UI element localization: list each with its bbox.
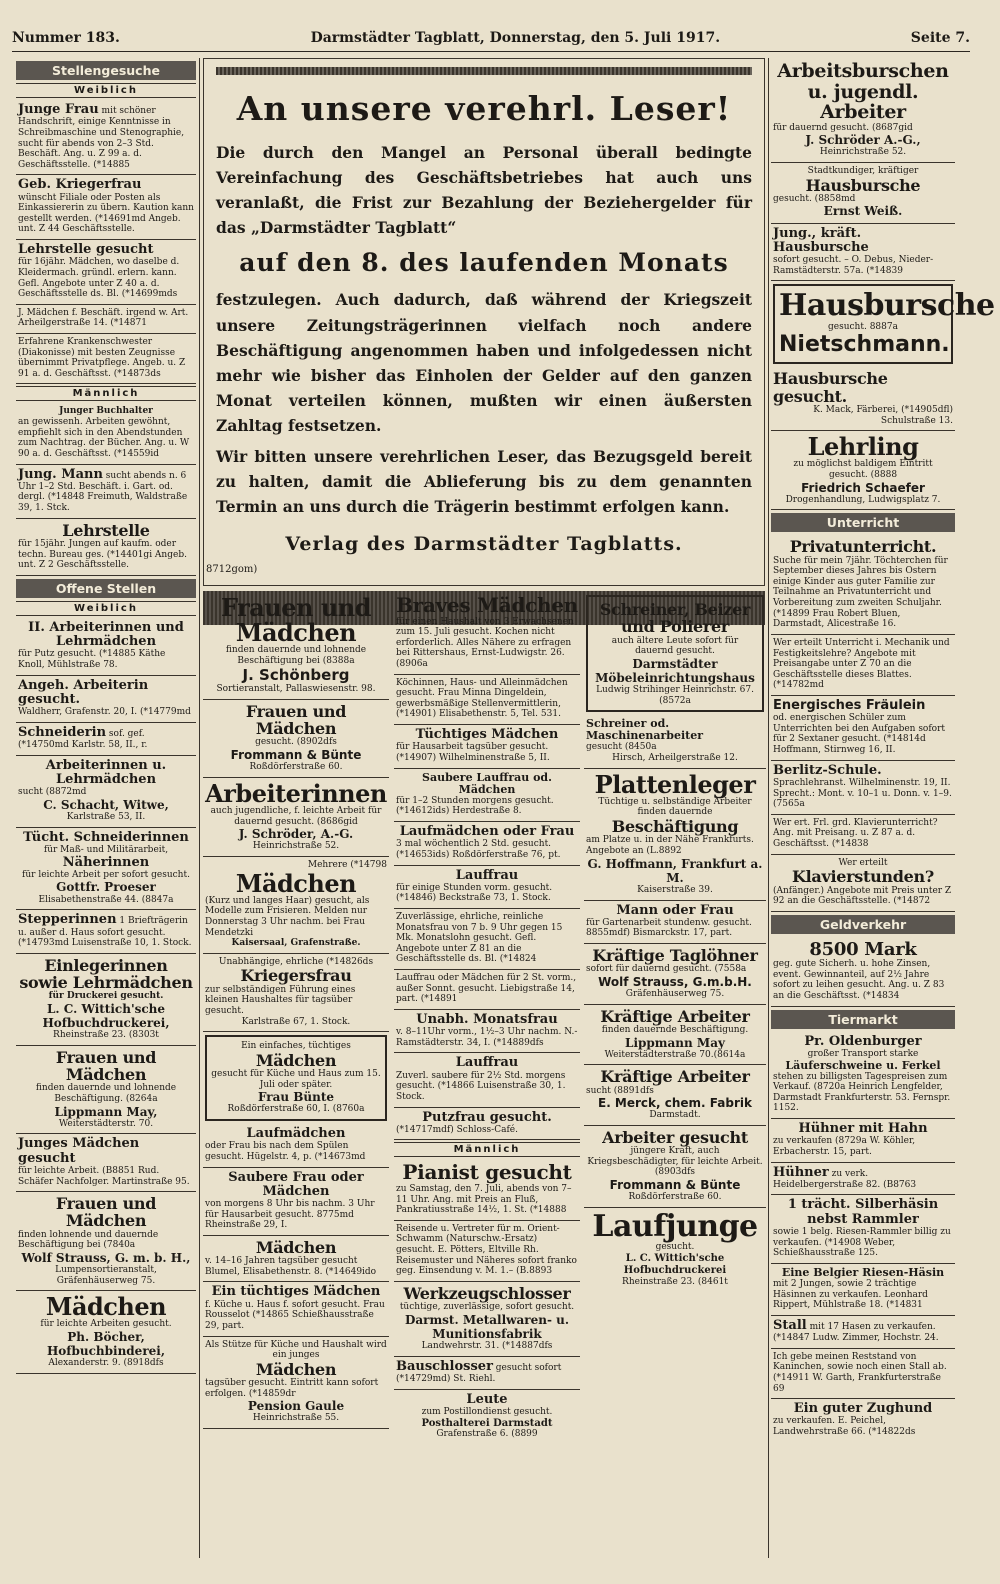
classified-ad: Hausbursche gesucht. K. Mack, Färberei, (*14905dfl) Schulstraße 13. [771,367,955,431]
classified-ad: Stall mit 17 Hasen zu verkaufen. (*14847 Ludw. Zimmer, Hochstr. 24. [771,1316,955,1349]
notice-box [203,58,765,586]
classified-ad: Schreiner od. Maschinenarbeiter gesucht (8450a Hirsch, Arheilgerstraße 12. [584,715,766,768]
page-number: Seite 7. [910,30,970,46]
classified-ad: Jung. Mann sucht abends n. 6 Uhr 1–2 Std. Beschäft. i. Gart. od. dergl. (*14848 Freimuth, Waldstraße 39, 1. Stck. [16,465,196,519]
classified-ad: Schneiderin sof. gef. (*14750md Karlstr. 58, II., r. [16,723,196,756]
classified-ad: Putzfrau gesucht. (*14717mdf) Schloss-Café. [394,1108,580,1141]
classified-ad: 8500 Mark geg. gute Sicherh. u. hohe Zinsen, event. Gewinnanteil, auf 2½ Jahre sofort zu leihen gesucht. Ang. u. Z 83 an die Geschäftsst. (*14834 [771,937,955,1007]
classified-ad: Kräftige Arbeiter finden dauernde Beschäftigung. Lippmann May Weiterstädterstraße 70.(8614a [584,1005,766,1066]
classified-ad: Arbeitsburschen u. jugendl. Arbeiter für dauernd gesucht. (8687gid J. Schröder A.-G., Heinrichstraße 52. [771,58,955,163]
classified-ad: Frauen und Mädchen finden dauernde und lohnende Beschäftigung. (8264a Lippmann May, Weiterstädterstr. 70. [16,1046,196,1135]
classified-ad-boxed: Schreiner, Beizer und Polierer auch ältere Leute sofort für dauernd gesucht. Darmstädter Möbeleinrichtungshaus Ludwig Strihinger Heinrichstr. 67. (8572a [586,595,764,712]
classified-ad: Berlitz-Schule. Sprachlehranst. Wilhelminenstr. 19, II. Sprecht.: Mont. v. 10–1 u. Donn. v. 1–9. (7565a [771,761,955,815]
classified-ad: Erfahrene Krankenschwester (Diakonisse) mit besten Zeugnisse übernimmt Privatpflege. Angeb. u. Z 91 a. d. Geschäftsst. (*14873ds [16,334,196,384]
classified-ad: Wer ert. Frl. grd. Klavierunterricht? Ang. mit Preisang. u. Z 87 a. d. Geschäftsst. (*14838 [771,815,955,855]
classified-ad-boxed: Hausbursche gesucht. 8887a Nietschmann. [773,284,953,364]
classified-ad: Bauschlosser gesucht sofort (*14729md) St. Riehl. [394,1357,580,1390]
classified-ad: Köchinnen, Haus- und Alleinmädchen gesucht. Frau Minna Dingeldein, gewerbsmäßige Stellenvermittlerin, (*14901) Elisabethenstr. 5, Tel. 531. [394,675,580,725]
classified-ad: 1 trächt. Silberhäsin nebst Rammler sowie 1 belg. Riesen-Rammler billig zu verkaufen. (*14908 Weber, Schießhausstraße 125. [771,1195,955,1263]
classified-ad: Mann oder Frau für Gartenarbeit stundenw. gesucht. 8855mdf) Bismarckstr. 17, part. [584,901,766,945]
classified-ad: Lauffrau oder Mädchen für 2 St. vorm., außer Sonnt. gesucht. Liebigstraße 14, part. (*14891 [394,970,580,1010]
newspaper-title: Darmstädter Tagblatt, Donnerstag, den 5. Juli 1917. [310,30,721,46]
classified-ad: Ein guter Zughund zu verkaufen. E. Peichel, Landwehrstraße 66. (*14822ds [773,1401,933,1438]
column-1 [16,58,196,1558]
classified-ad: Arbeiterinnen u. Lehrmädchen sucht (8872md C. Schacht, Witwe, Karlstraße 53, II. [16,756,196,828]
classified-ad: Kräftige Taglöhner sofort für dauernd gesucht. (7558a Wolf Strauss, G.m.b.H. Gräfenhäuserweg 75. [584,944,766,1005]
classified-ad: II. Arbeiterinnen und Lehrmädchen für Putz gesucht. (*14885 Käthe Knoll, Mühlstraße 78. [16,618,196,676]
classified-ad: Lehrstelle gesucht für 16jähr. Mädchen, wo daselbe d. Kleidermach. gründl. erlern. kann. Gefl. Angebote unter Z 40 a. d. Geschäftsstelle ds. Bl. (*14699mds [16,240,196,305]
section-header: Unterricht [771,513,955,532]
reader-notice [203,58,765,588]
classified-ad: Frauen und Mädchen finden lohnende und dauernde Beschäftigung bei (7840a Wolf Strauss, G. m. b. H., Lumpensortieranstalt, Gräfenhäuserweg 75. [16,1192,196,1291]
classified-ad: Werkzeugschlosser tüchtige, zuverlässige, sofort gesucht. Darmst. Metallwaren- u. Munitionsfabrik Landwehrstr. 31. (*14887dfs [394,1282,580,1357]
column-3 [394,592,580,1558]
decorative-bar [216,67,752,75]
classified-ad: Ein tüchtiges Mädchen f. Küche u. Haus f. sofort gesucht. Frau Rousselot (*14865 Schießhausstraße 29, part. [203,1282,389,1336]
notice-signature: Verlag des Darmstädter Tagblatts. [285,533,683,556]
column-rule [768,58,769,1558]
classified-ad: Privatunterricht. Suche für mein 7jähr. Töchterchen für September dieses Jahres bis Ostern einige Kinder aus guter Familie zur Teilnahme an Privatunterricht und Vorbereitung zum zweiten Schuljahr. (*14899 Frau Robert Bluen, Darmstadt, Alicestraße 16. [771,535,955,635]
classified-ad: Frauen und Mädchen finden dauernde und lohnende Beschäftigung bei (8388a J. Schönberg Sortieranstalt, Pallaswiesenstr. 98. [203,592,389,700]
notice-code: 8712gom) [206,564,258,575]
classified-ad: Laufjunge gesucht. L. C. Wittich'sche Hofbuchdruckerei Rheinstraße 23. (8461t [592,1208,758,1287]
classified-ad: Zuverlässige, ehrliche, reinliche Monatsfrau von 7 b. 9 Uhr gegen 15 Mk. Monatslohn gesucht. Gefl. Angebote unter Z 81 an die Geschäftsstelle ds. Bl. (*14824 [394,909,580,970]
classified-ad: Reisende u. Vertreter für m. Orient-Schwamm (Naturschw.-Ersatz) gesucht. E. Pötters, Eltville Rh. Reisemuster und Näheres sofort franko geg. Einsendung v. M. 1.– (B.8893 [394,1221,580,1282]
classified-ad: Jung., kräft. Hausbursche sofort gesucht. – O. Debus, Nieder-Ramstädterstr. 57a. (*14839 [771,224,955,282]
classified-ad: Energisches Fräulein od. energischen Schüler zum Unterrichten bei den Aufgaben sofort für 2 Sextaner gesucht. (*14814d Hoffmann, Stirnweg 16, II. [771,696,955,761]
notice-paragraph: Die durch den Mangel an Personal überall bedingte Vereinfachung des Geschäftsbetriebes hat auch uns veranlaßt, die Frist zur Bezahlung der Beziehergelder für das „Darmstädter Tagblatt“ [216,143,752,238]
classified-ad: Hühner mit Hahn zu verkaufen (8729a W. Köhler, Erbacherstr. 15, part. [771,1119,955,1163]
classified-ad: Junge Frau mit schöner Handschrift, einige Kenntnisse in Schreibmaschine und Stenographie, sucht für abends von 2–3 Std. Beschäft. Ang. u. Z 99 a. d. Geschäftsstelle. (*14885 [16,100,196,175]
classified-ad: Geb. Kriegerfrau wünscht Filiale oder Posten als Einkassiererin zu übern. Kaution kann gestellt werden. (*14691md Angeb. unt. Z 44 Geschäftsstelle. [16,175,196,240]
subsection-header: Männlich [394,1142,580,1157]
masthead [12,30,970,52]
classified-ad: Stadtkundiger, kräftiger Hausbursche gesucht. (8858md Ernst Weiß. [771,163,955,224]
classified-ad: Einlegerinnen sowie Lehrmädchen für Druckerei gesucht. L. C. Wittich'sche Hofbuchdruckerei, Rheinstraße 23. (8303t [16,954,196,1046]
classified-ad: Angeh. Arbeiterin gesucht. Waldherr, Grafenstr. 20, I. (*14779md [16,676,196,723]
classified-ad: Mädchen v. 14–16 Jahren tagsüber gesucht Blumel, Elisabethenstr. 8. (*14649ido [203,1236,389,1282]
classified-ad: Junger Buchhalter an gewissenh. Arbeiten gewöhnt, empfiehlt sich in den Abendstunden zum Nachtrag. der Bücher. Ang. u. W 90 a. d. Geschäftsst. (*14559id [16,403,196,464]
classified-ad: Mädchen für leichte Arbeiten gesucht. Ph. Böcher, Hofbuchbinderei, Alexanderstr. 9. (8918dfs [16,1291,196,1374]
column-2 [203,592,389,1558]
classified-ad: Wer erteilt Unterricht i. Mechanik und Festigkeitslehre? Angebote mit Preisangabe unter Z 70 an die Geschäftsstelle dieses Blattes. (*14782md [771,635,955,696]
classified-ad: Hühner zu verk. Heidelbergerstraße 82. (B8763 [771,1163,955,1196]
classified-ad: Wer erteilt Klavierstunden? (Anfänger.) Angebote mit Preis unter Z 92 an die Geschäftsstelle. (*14872 [771,855,955,912]
classified-ad: Laufmädchen oder Frau bis nach dem Spülen gesucht. Hügelstr. 4, p. (*14673md [203,1124,389,1168]
notice-paragraph: Wir bitten unsere verehrlichen Leser, das Bezugsgeld bereit zu halten, damit die Ablieferung bis zu dem genannten Termin an uns durch die Trägerin bestimmt erfolgen kann. [216,447,752,517]
classified-ad: Stepperinnen 1 Briefträgerin u. außer d. Haus sofort gesucht. (*14793md Luisenstraße 10, 1. Stock. [16,910,196,954]
classified-ad: Lehrling zu möglichst baldigem Eintritt gesucht. (8888 Friedrich Schaefer Drogenhandlung, Ludwigsplatz 7. [771,431,955,510]
classified-ad: Lauffrau Zuverl. saubere für 2½ Std. morgens gesucht. (*14866 Luisenstraße 30, 1. Stock. [394,1053,580,1107]
classified-ad-boxed: Ein einfaches, tüchtiges Mädchen gesucht für Küche und Haus zum 15. Juli oder später. Frau Bünte Roßdörferstraße 60, I. (8760a [205,1035,387,1121]
classified-ad: Pr. Oldenburger großer Transport starke Läuferschweine u. Ferkel stehen zu billigsten Tagespreisen zum Verkauf. (8720a Heinrich Lengfelder, Darmstadt Frankfurterstr. 53. Fernspr. 1152. [771,1032,955,1119]
column-4 [584,592,766,1558]
classified-ad: Junges Mädchen gesucht für leichte Arbeit. (B8851 Rud. Schäfer Nachfolger. Martinstraße 95. [16,1134,196,1192]
classified-ad: J. Mädchen f. Beschäft. irgend w. Art. Arheilgerstraße 14. (*14871 [16,305,196,334]
classified-ad: Lehrstelle für 15jähr. Jungen auf kaufm. oder techn. Bureau ges. (*14401gi Angeb. unt. Z 2 Geschäftsstelle. [16,519,196,576]
classified-ad: Saubere Lauffrau od. Mädchen für 1–2 Stunden morgens gesucht. (*14612ids) Herdestraße 8. [394,769,580,822]
classified-ad: Ich gebe meinen Reststand von Kaninchen, sowie noch einen Stall ab. (*14911 W. Garth, Frankfurterstraße 69 [771,1349,955,1399]
classified-ad: Plattenleger Tüchtige u. selbständige Arbeiter finden dauernde Beschäftigung am Platze u. in der Nähe Frankfurts. Angebote an (L.8892 G. Hoffmann, Frankfurt a. M. Kaiserstraße 39. [584,769,766,901]
classified-ad: Arbeiter gesucht jüngere Kraft, auch Kriegsbeschädigter, für leichte Arbeit. (8903dfs Frommann & Bünte Roßdörferstraße 60. [584,1126,766,1208]
section-header: Geldverkehr [771,915,955,934]
column-rule [199,58,200,1558]
section-header: Stellengesuche [16,61,196,80]
classified-ad: Eine Belgier Riesen-Häsin mit 2 Jungen, sowie 2 trächtige Häsinnen zu verkaufen. Leonhard Rippert, Mühlstraße 18. (*14831 [771,1264,955,1316]
notice-paragraph: festzulegen. Auch dadurch, daß während der Kriegszeit unsere Zeitungsträgerinnen vielfach noch andere Beschäftigung angenommen haben und infolgedessen nicht mehr wie bisher das Einholen der Gelder auf den ganzen Monat verteilen können, mußten wir einen äußersten Zahltag festsetzen. [216,290,752,435]
notice-headline: An unsere verehrl. Leser! [236,89,732,128]
classified-ad: Pianist gesucht zu Samstag, den 7. Juli, abends von 7–11 Uhr. Ang. mit Preis an Fluß, Pankratiusstraße 14½, 1. St. (*14888 [394,1159,580,1220]
classified-ad: Braves Mädchen für einen Haushalt von 3 Erwachsenen zum 15. Juli gesucht. Kochen nicht erforderlich. Alles Nähere zu erfragen bei Rittershaus, Ernst-Ludwigstr. 26. (8906a [394,592,580,675]
classified-ad: Kräftige Arbeiter sucht (8891dfs E. Merck, chem. Fabrik Darmstadt. [584,1065,766,1126]
classified-ad: Laufmädchen oder Frau 3 mal wöchentlich 2 Std. gesucht. (*14653ids) Roßdörferstraße 76, pt. [394,822,580,866]
section-header: Tiermarkt [771,1010,955,1029]
classified-ad: Lauffrau für einige Stunden vorm. gesucht. (*14846) Beckstraße 73, 1. Stock. [394,866,580,910]
classified-ad: Unabh. Monatsfrau v. 8–11Uhr vorm., 1½–3 Uhr nachm. N.-Ramstädterstr. 34, I. (*14889dfs [394,1010,580,1054]
classified-ad: Mehrere (*14798 Mädchen (Kurz und langes Haar) gesucht, als Modelle zum Frisieren. Melden nur Donnerstag 3 Uhr nachm. bei Frau Mendetzki Kaisersaal, Grafenstraße. [203,857,389,954]
classified-ad: Unabhängige, ehrliche (*14826ds Kriegersfrau zur selbständigen Führung eines kleinen Haushaltes für tagsüber gesucht. Karlstraße 67, 1. Stock. [203,954,389,1032]
column-5 [771,58,995,1558]
issue-number: Nummer 183. [12,30,120,46]
classified-ad: Tüchtiges Mädchen für Hausarbeit tagsüber gesucht. (*14907) Wilhelminenstraße 5, II. [394,725,580,769]
subsection-header: Weiblich [16,83,196,98]
classified-ad: Frauen und Mädchen gesucht. (8902dfs Frommann & Bünte Roßdörferstraße 60. [203,700,389,778]
subsection-header: Männlich [16,386,196,401]
section-header: Offene Stellen [16,579,196,598]
classified-ad: Als Stütze für Küche und Haushalt wird ein junges Mädchen tagsüber gesucht. Eintritt kann sofort erfolgen. (*14859dr Pension Gaule Heinrichstraße 55. [203,1337,389,1429]
classified-ad: Tücht. Schneiderinnen für Maß- und Militärarbeit, Näherinnen für leichte Arbeit per sofort gesucht. Gottfr. Proeser Elisabethenstraße 44. (8847a [16,828,196,911]
classified-ad: Saubere Frau oder Mädchen von morgens 8 Uhr bis nachm. 3 Uhr für Hausarbeit gesucht. 8775md Rheinstraße 29, I. [203,1168,389,1236]
subsection-header: Weiblich [16,601,196,616]
classified-ad: Leute zum Postillondienst gesucht. Posthalterei Darmstadt Grafenstraße 6. (8899 [421,1391,553,1440]
classified-ad: Arbeiterinnen auch jugendliche, f. leichte Arbeit für dauernd gesucht. (8686gid J. Schröder, A.-G. Heinrichstraße 52. [203,778,389,857]
notice-emphasis: auf den 8. des laufenden Monats [239,248,729,278]
